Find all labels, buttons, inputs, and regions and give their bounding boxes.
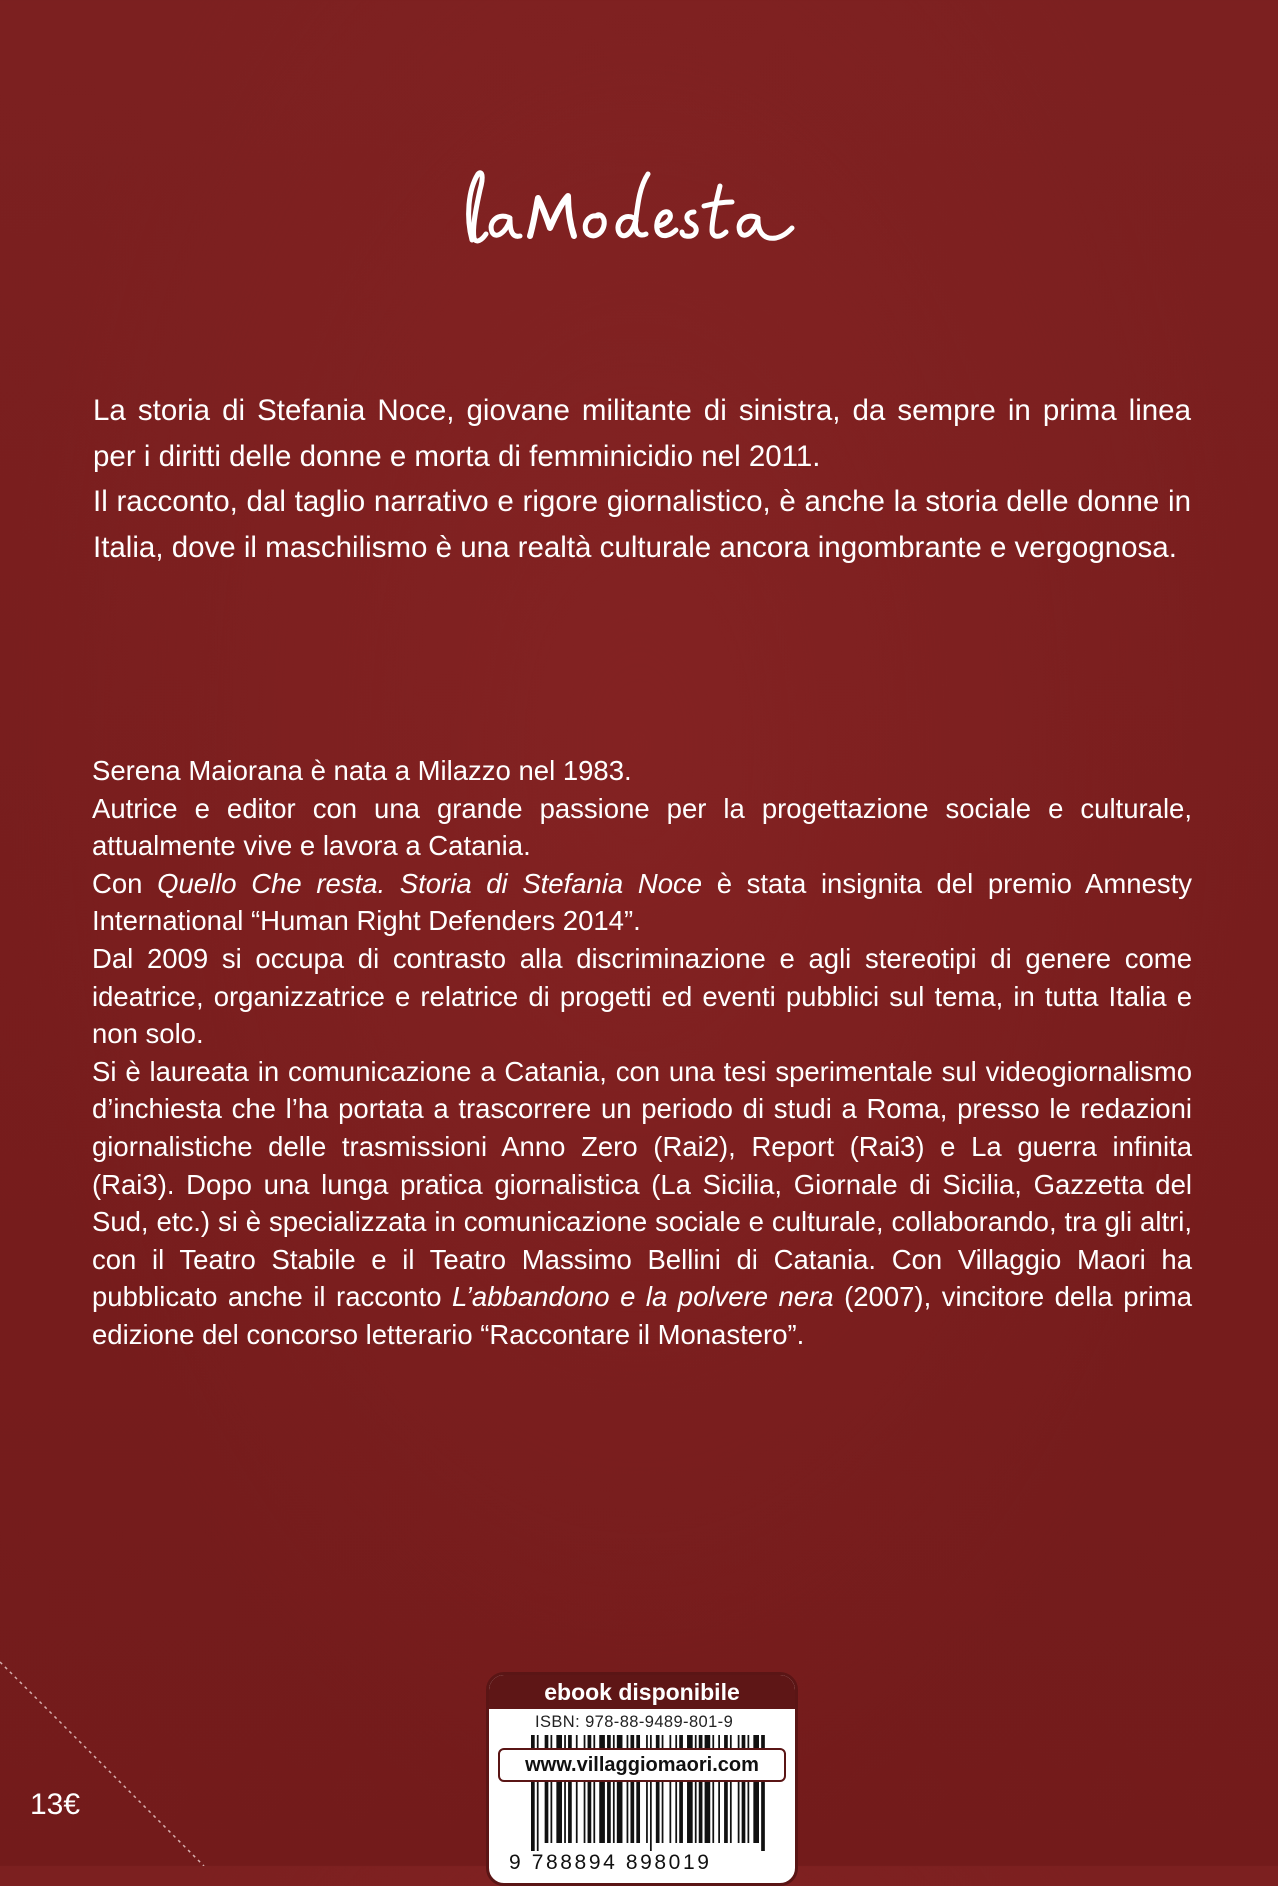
isbn-label: ISBN: 978-88-9489-801-9 (535, 1713, 734, 1731)
blurb-paragraph-1: La storia di Stefania Noce, giovane militante di sinistra, da sempre in prima linea per i diritti delle donne e morta di femminicidio nel 2011. (93, 394, 1191, 473)
price-label: 13€ (30, 1788, 81, 1821)
author-bio (92, 752, 1192, 1354)
bio-education-suffix: (2007), vincitore della prima edizione del concorso letterario “Raccontare il Monastero”. (92, 1281, 1193, 1350)
series-logo-lettering (458, 166, 830, 286)
series-logo (458, 166, 830, 286)
bio-award-book-title: Quello Che resta. Storia di Stefania Noce (157, 867, 703, 899)
barcode-digits: 9 788894 898019 (509, 1851, 712, 1874)
bio-award-suffix: è stata insignita del premio Amnesty International “Human Right Defenders 2014”. (92, 867, 1192, 937)
blurb-paragraph-2: Il racconto, dal taglio narrativo e rigore giornalistico, è anche la storia delle donne in Italia, dove il maschilismo è una realtà culturale ancora ingombrante e vergognosa. (93, 485, 1191, 564)
bio-education-book-title: L’abbandono e la polvere nera (452, 1281, 834, 1313)
bio-paragraph-activism: Dal 2009 si occupa di contrasto alla discriminazione e agli stereotipi di genere come ideatrice, organizzatrice e relatrice di progetti ed eventi pubblici sul tema, in tutta Italia e non solo. (92, 942, 1192, 1050)
bio-paragraph-education (92, 1053, 1192, 1354)
publisher-website: www.villaggiomaori.com (498, 1748, 786, 1782)
bio-award-prefix: Con (92, 867, 158, 899)
book-blurb (93, 388, 1191, 570)
bio-paragraph-birth: Serena Maiorana è nata a Milazzo nel 1983. (92, 755, 632, 786)
bio-paragraph-career: Autrice e editor con una grande passione per la progettazione sociale e culturale, attualmente vive e lavora a Catania. (92, 792, 1192, 862)
ebook-available-label: ebook disponibile (489, 1675, 795, 1709)
bio-education-text: Si è laureata in comunicazione a Catania, con una tesi sperimentale sul videogiornalismo d’inchiesta che l’ha portata a trascorrere un periodo di studi a Roma, presso le redazioni giornalistiche delle trasmissioni Anno Zero (Rai2), Report (Rai3) e La guerra infinita (Rai3). Dopo una lunga pratica giornalistica (La Sicilia, Giornale di Sicilia, Gazzetta del Sud, etc.) si è specializzata in comunicazione sociale e culturale, collaborando, tra gli altri, con il Teatro Stabile e il Teatro Massimo Bellini di Catania. Con Villaggio Maori ha pubblicato anche il racconto (92, 1055, 1192, 1313)
bio-paragraph-award (92, 865, 1192, 940)
